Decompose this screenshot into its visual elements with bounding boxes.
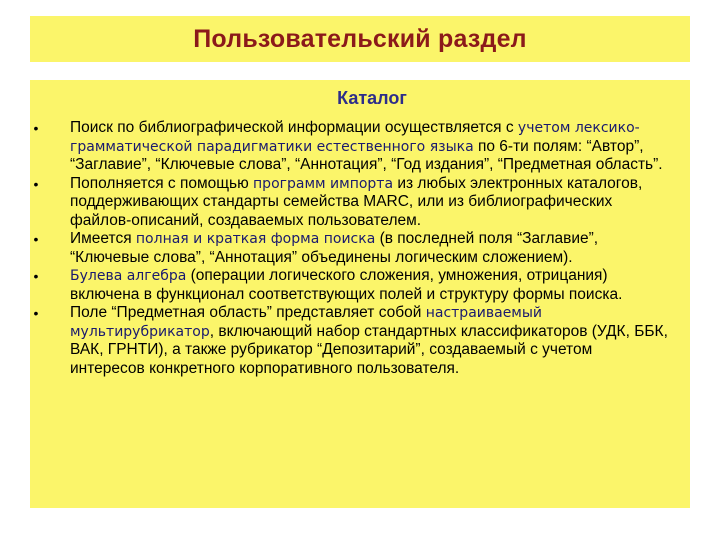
- section-subtitle: Каталог: [337, 88, 407, 108]
- bullet-highlight: настраиваемый мультирубрикатор: [70, 305, 543, 340]
- bullet-highlight: учетом лексико-грамматической парадигматики естественного языка: [70, 120, 640, 155]
- bullet-text: по 6-ти полям: “Автор”, “Заглавие”, “Ключевые слова”, “Аннотация”, “Год издания”, “Предметная область”.: [70, 137, 663, 173]
- bullet-text: (операции логического сложения, умножения, отрицания) включена в функционал соответствующих полей и структуру формы поиска.: [70, 267, 623, 303]
- list-item: [30, 230, 670, 267]
- bullet-text: из любых электронных каталогов, поддерживающих стандарты семейства MARC, или из библиографических файлов-описаний, создаваемых пользователем.: [70, 174, 643, 229]
- bullet-text: (в последней поля “Заглавие”, “Ключевые слова”, “Аннотация” объединены логическим сложением).: [70, 230, 599, 266]
- list-item: [30, 267, 670, 304]
- bullet-text: Поиск по библиографической информации осуществляется с: [70, 119, 518, 136]
- bullet-highlight: Булева алгебра: [70, 268, 187, 284]
- bullet-icon: •: [33, 305, 39, 321]
- bullet-text: Пополняется с помощью: [70, 174, 254, 192]
- bullet-highlight: программ импорта: [253, 175, 394, 192]
- bullet-text: Поле “Предметная область” представляет собой: [70, 304, 426, 321]
- content-panel: [30, 80, 690, 508]
- bullet-highlight: полная и краткая форма поиска: [135, 231, 376, 247]
- list-item: [30, 119, 670, 175]
- bullet-icon: •: [33, 231, 39, 247]
- bullet-list: [30, 119, 670, 378]
- title-banner: [30, 16, 690, 62]
- bullet-icon: •: [33, 120, 39, 136]
- list-item: [30, 175, 670, 231]
- bullet-icon: •: [33, 268, 39, 284]
- bullet-text: , включающий набор стандартных классификаторов (УДК, ББК, ВАК, ГРНТИ), а также рубрикатор “Депозитарий”, создаваемый с учетом интересов конкретного корпоративного пользователя.: [70, 322, 668, 377]
- bullet-text: Имеется: [70, 230, 136, 247]
- slide-title: Пользовательский раздел: [193, 24, 527, 53]
- list-item: [30, 304, 670, 378]
- bullet-icon: •: [33, 175, 39, 192]
